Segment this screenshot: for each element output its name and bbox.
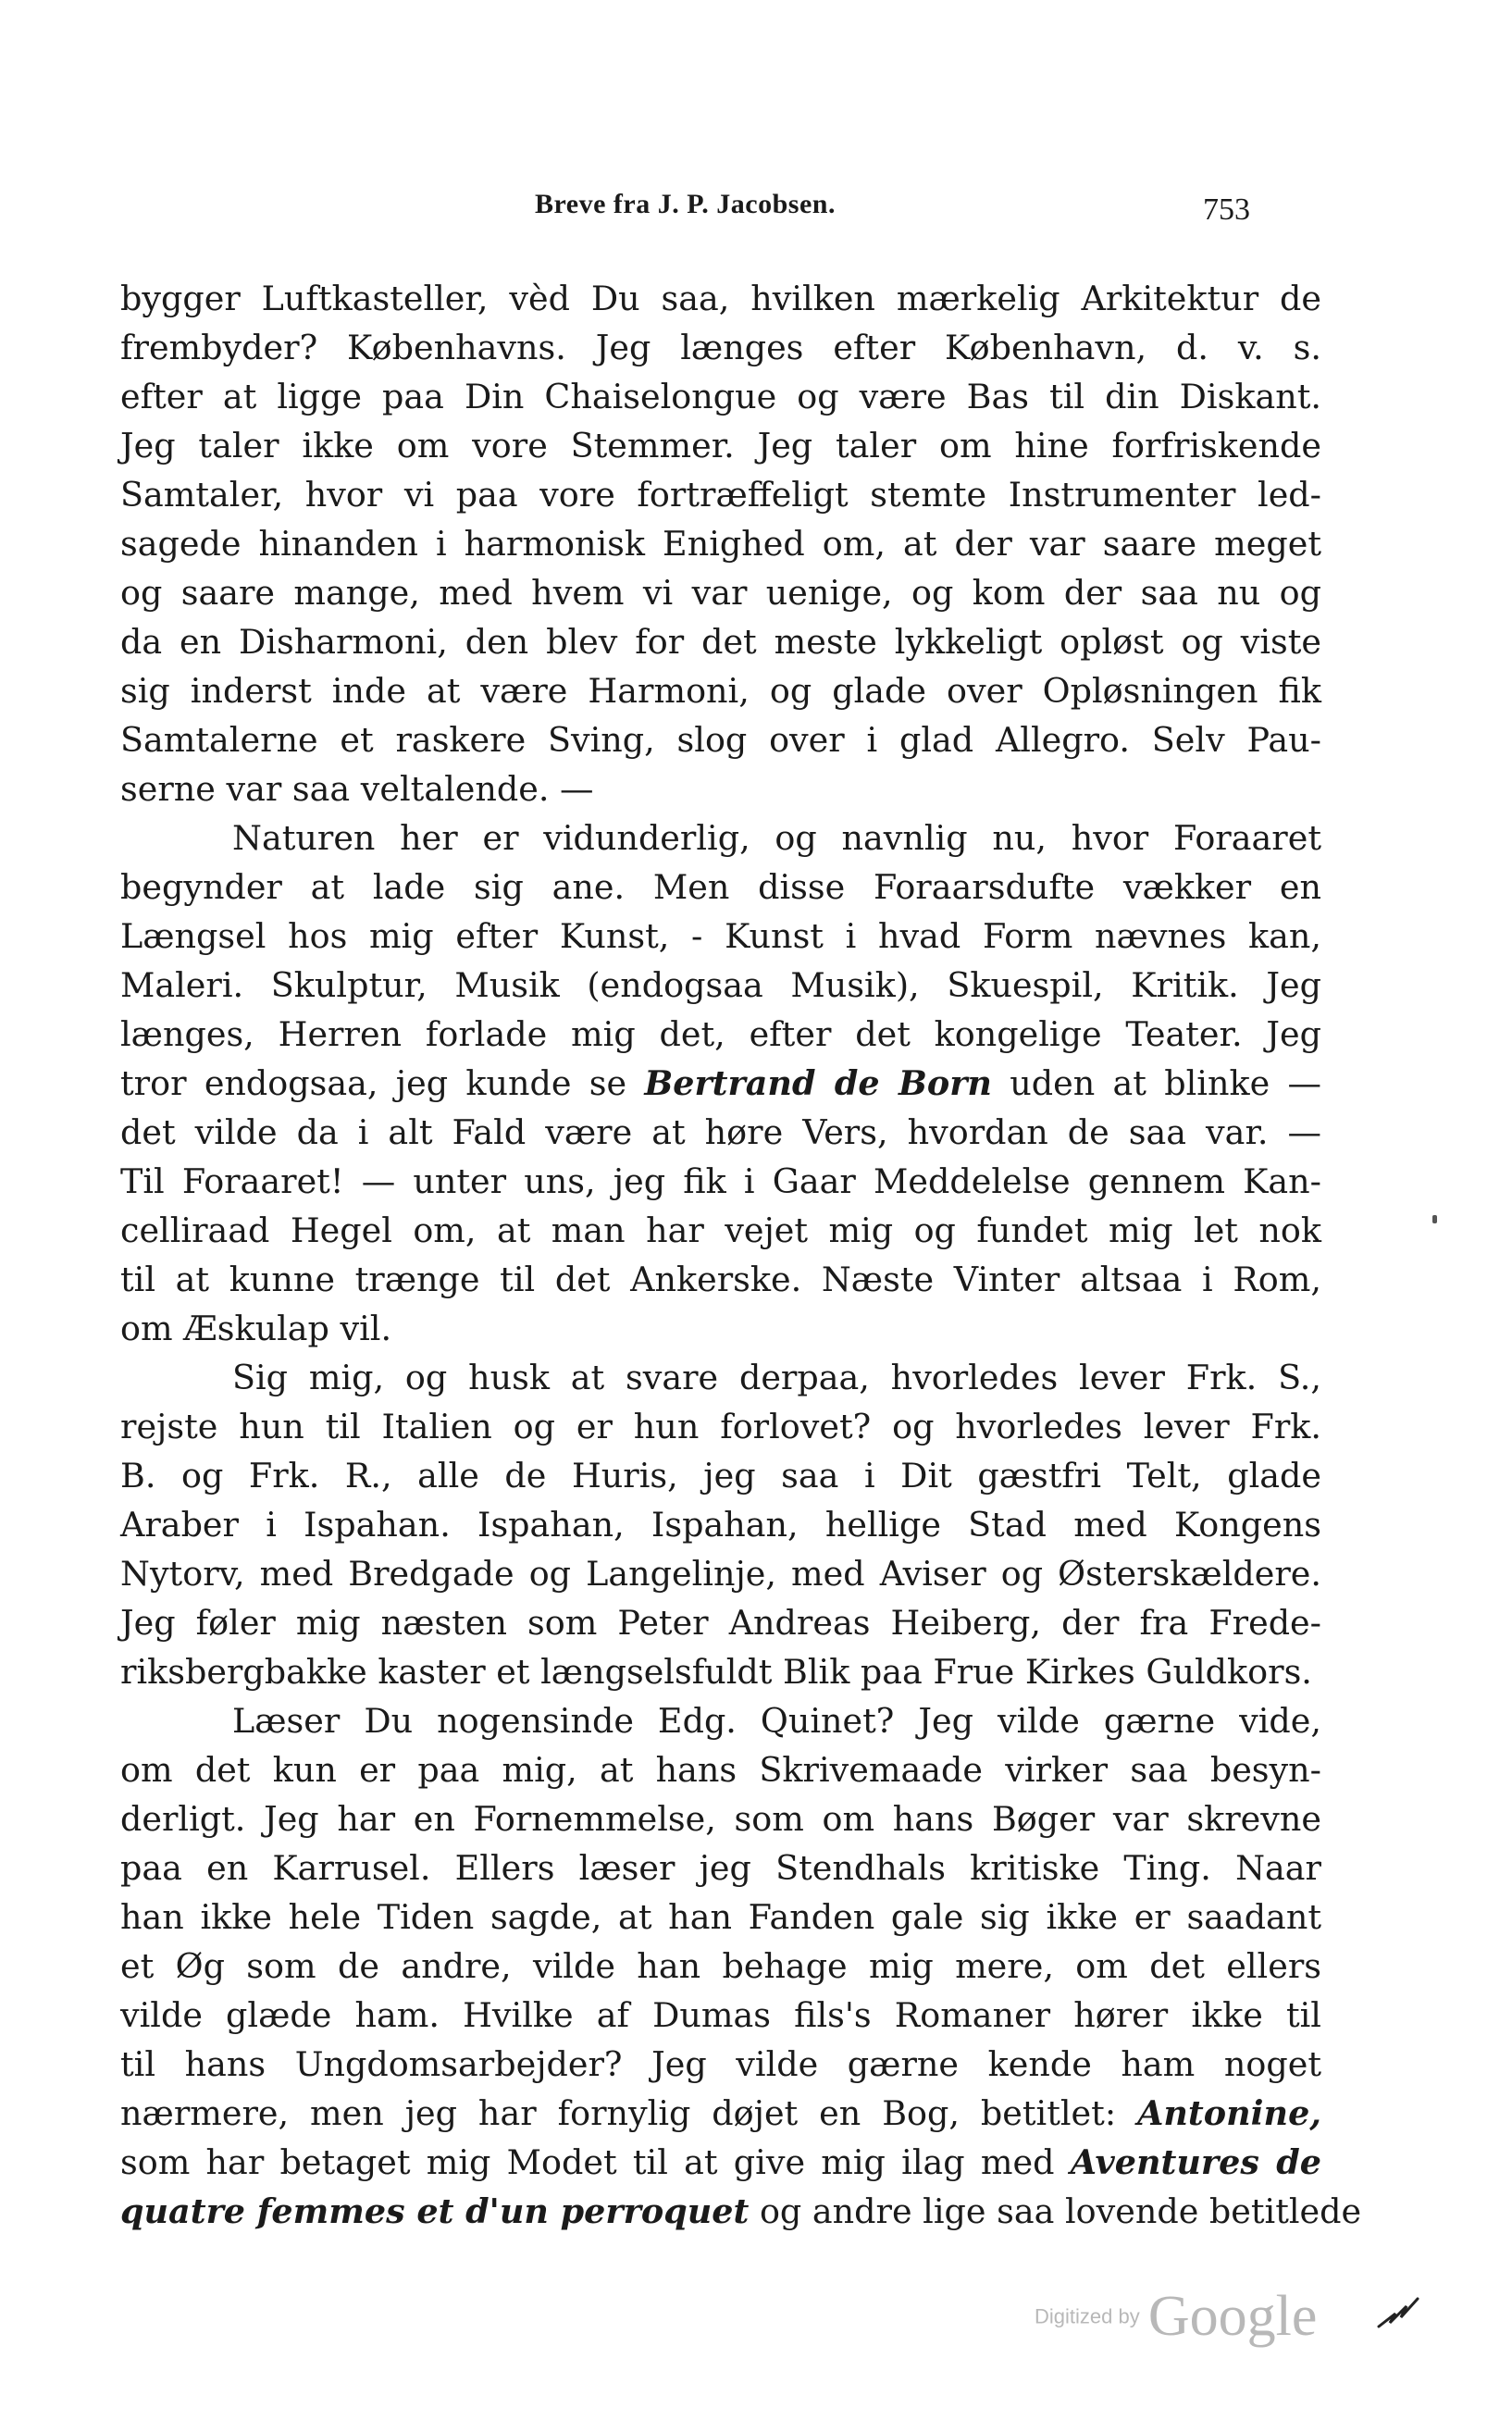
text-line: Samtalerne et raskere Sving, slog over i glad Allegro. Selv Pau- (120, 720, 1321, 760)
text-line: Læser Du nogensinde Edg. Quinet? Jeg vilde gærne vide, (232, 1701, 1321, 1741)
text-line: sig inderst inde at være Harmoni, og glade over Opløsningen fik (120, 671, 1321, 711)
text-line: Maleri. Skulptur, Musik (endogsaa Musik), Skuespil, Kritik. Jeg (120, 965, 1321, 1005)
text-line: til hans Ungdomsarbejder? Jeg vilde gærne kende ham noget (120, 2044, 1321, 2084)
text-line: celliraad Hegel om, at man har vejet mig og fundet mig let nok (120, 1210, 1321, 1250)
italic-title: Aventures de (1070, 2142, 1321, 2182)
text-line: Naturen her er vidunderlig, og navnlig nu, hvor Foraaret (232, 818, 1321, 858)
page-number: 753 (1203, 192, 1250, 227)
text-line: Nytorv, med Bredgade og Langelinje, med Aviser og Østerskældere. (120, 1554, 1321, 1594)
ink-speck (1432, 1215, 1437, 1223)
text-line-with-title (120, 2091, 1321, 2137)
text-line: Jeg føler mig næsten som Peter Andreas Heiberg, der fra Frede- (120, 1603, 1321, 1643)
italic-title: Antonine, (1137, 2093, 1321, 2133)
text-line: om Æskulap vil. (120, 1309, 392, 1348)
text-line: et Øg som de andre, vilde han behage mig mere, om det ellers (120, 1946, 1321, 1986)
text-line: om det kun er paa mig, at hans Skrivemaade virker saa besyn- (120, 1750, 1321, 1790)
italic-title: Bertrand de Born (644, 1063, 992, 1103)
text-line: efter at ligge paa Din Chaiselongue og være Bas til din Diskant. (120, 377, 1321, 416)
running-header-title: Breve fra J. P. Jacobsen. (535, 189, 836, 219)
text-line: riksbergbakke kaster et længselsfuldt Blik paa Frue Kirkes Guldkors. (120, 1652, 1312, 1692)
text-line: B. og Frk. R., alle de Huris, jeg saa i Dit gæstfri Telt, glade (120, 1456, 1321, 1495)
text-line-with-title (120, 1061, 1321, 1107)
text-line: Til Foraaret! — unter uns, jeg fik i Gaar Meddelelse gennem Kan- (120, 1161, 1321, 1201)
text-segment: nærmere, men jeg har fornylig døjet en Bog, betitlet: (120, 2093, 1117, 2133)
brand-wordmark: Google (1147, 2285, 1318, 2348)
italic-title: quatre femmes et d'un perroquet (120, 2191, 750, 2231)
text-line: frembyder? Københavns. Jeg længes efter København, d. v. s. (120, 328, 1321, 367)
text-line-with-title (120, 2189, 1362, 2235)
text-line: rejste hun til Italien og er hun forlovet? og hvorledes lever Frk. (120, 1407, 1321, 1446)
text-line: Jeg taler ikke om vore Stemmer. Jeg taler om hine forfriskende (120, 426, 1321, 465)
text-line: Araber i Ispahan. Ispahan, Ispahan, hellige Stad med Kongens (120, 1505, 1321, 1545)
text-line: begynder at lade sig ane. Men disse Foraarsdufte vækker en (120, 867, 1321, 907)
text-line: Sig mig, og husk at svare derpaa, hvorledes lever Frk. S., (232, 1358, 1321, 1397)
text-line: Samtaler, hvor vi paa vore fortræffeligt stemte Instrumenter led- (120, 475, 1321, 515)
text-line: det vilde da i alt Fald være at høre Vers, hvordan de saa var. — (120, 1112, 1321, 1152)
text-line: bygger Luftkasteller, vèd Du saa, hvilken mærkelig Arkitektur de (120, 279, 1321, 318)
text-line: serne var saa veltalende. — (120, 769, 594, 809)
text-line: han ikke hele Tiden sagde, at han Fanden gale sig ikke er saadant (120, 1897, 1321, 1937)
text-line: Længsel hos mig efter Kunst, - Kunst i hvad Form nævnes kan, (120, 916, 1321, 956)
digitized-by-label: Digitized by (1035, 2304, 1140, 2328)
scan-mark-icon (1375, 2290, 1421, 2336)
text-line: og saare mange, med hvem vi var uenige, og kom der saa nu og (120, 573, 1321, 613)
text-line-with-title (120, 2140, 1321, 2186)
text-line: derligt. Jeg har en Fornemmelse, som om hans Bøger var skrevne (120, 1799, 1321, 1839)
text-line: paa en Karrusel. Ellers læser jeg Stendhals kritiske Ting. Naar (120, 1848, 1321, 1888)
text-segment: som har betaget mig Modet til at give mig ilag med (120, 2142, 1055, 2182)
text-line: vilde glæde ham. Hvilke af Dumas fils's Romaner hører ikke til (120, 1995, 1321, 2035)
text-segment: uden at blinke — (1010, 1063, 1321, 1103)
text-line: længes, Herren forlade mig det, efter det kongelige Teater. Jeg (120, 1014, 1321, 1054)
text-line: sagede hinanden i harmonisk Enighed om, at der var saare meget (120, 524, 1321, 564)
text-line: da en Disharmoni, den blev for det meste lykkeligt opløst og viste (120, 622, 1321, 662)
text-line: til at kunne trænge til det Ankerske. Næste Vinter altsaa i Rom, (120, 1260, 1321, 1299)
text-segment: og andre lige saa lovende betitlede (759, 2191, 1362, 2231)
digitized-watermark (1035, 2284, 1318, 2348)
text-segment: tror endogsaa, jeg kunde se (120, 1063, 627, 1103)
